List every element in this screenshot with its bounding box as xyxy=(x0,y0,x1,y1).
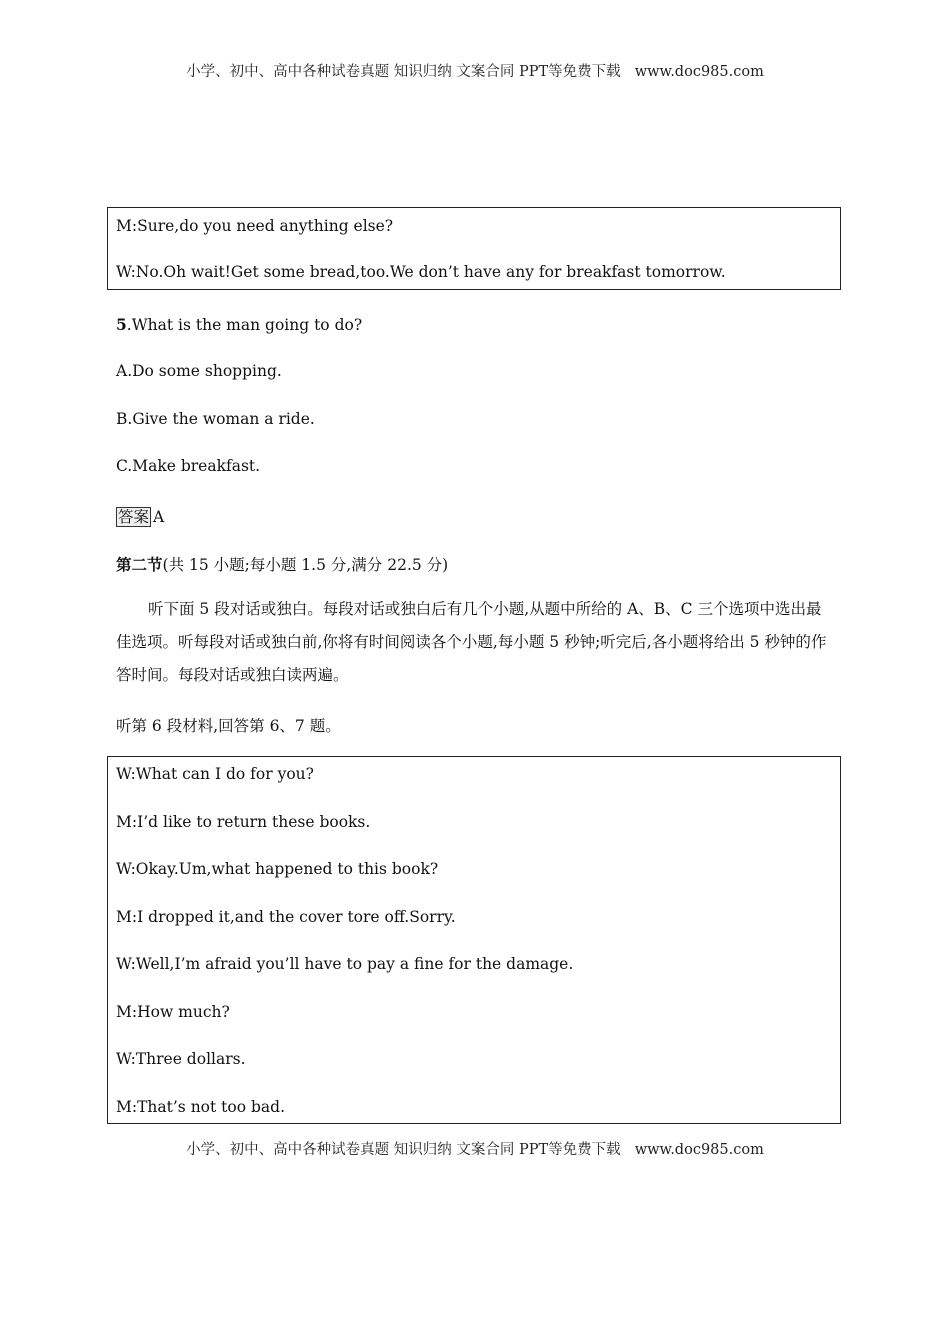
dialogue-line: M:I’d like to return these books. xyxy=(116,813,371,831)
page-footer xyxy=(0,1138,950,1159)
header-site-link[interactable]: www.doc985.com xyxy=(634,64,764,80)
option-b: B.Give the woman a ride. xyxy=(116,410,315,428)
option-c: C.Make breakfast. xyxy=(116,457,261,475)
answer-value: A xyxy=(153,508,165,526)
dialogue-line: W:Okay.Um,what happened to this book? xyxy=(116,860,439,878)
answer-label: 答案 xyxy=(118,508,150,526)
dialogue-line: W:Well,I’m afraid you’ll have to pay a fine for the damage. xyxy=(116,955,574,973)
option-a: A.Do some shopping. xyxy=(116,362,282,380)
dialogue-line: W:No.Oh wait!Get some bread,too.We don’t have any for breakfast tomorrow. xyxy=(116,263,726,281)
question-5-stem xyxy=(116,315,362,334)
dialogue-line: W:What can I do for you? xyxy=(116,765,314,783)
instructions-paragraph: 听下面 5 段对话或独白。每段对话或独白后有几个小题,从题中所给的 A、B、C 三个选项中选出最佳选项。听每段对话或独白前,你将有时间阅读各个小题,每小题 5 秒钟;听完后,各小题将给出 5 秒钟的作答时间。每段对话或独白读两遍。 xyxy=(116,600,827,684)
material-6-heading: 听第 6 段材料,回答第 6、7 题。 xyxy=(116,717,341,735)
dialogue-box-1 xyxy=(107,207,841,290)
dialogue-box-2 xyxy=(107,756,841,1124)
footer-text: 小学、初中、高中各种试卷真题 知识归纳 文案合同 PPT等免费下载 xyxy=(186,1142,621,1158)
section-2-heading xyxy=(116,553,448,575)
dialogue-line: W:Three dollars. xyxy=(116,1050,246,1068)
answer-line xyxy=(116,505,164,527)
footer-site-link[interactable]: www.doc985.com xyxy=(634,1142,764,1158)
page-header xyxy=(0,60,950,81)
dialogue-line: M:I dropped it,and the cover tore off.Sorry. xyxy=(116,908,456,926)
question-number: 5 xyxy=(116,315,127,334)
dialogue-line: M:That’s not too bad. xyxy=(116,1098,285,1116)
section-title: 第二节 xyxy=(116,555,163,574)
dialogue-line: M:How much? xyxy=(116,1003,230,1021)
question-text: .What is the man going to do? xyxy=(126,316,363,334)
header-text: 小学、初中、高中各种试卷真题 知识归纳 文案合同 PPT等免费下载 xyxy=(186,64,621,80)
dialogue-line: M:Sure,do you need anything else? xyxy=(116,217,394,235)
section-detail: (共 15 小题;每小题 1.5 分,满分 22.5 分) xyxy=(162,556,449,574)
